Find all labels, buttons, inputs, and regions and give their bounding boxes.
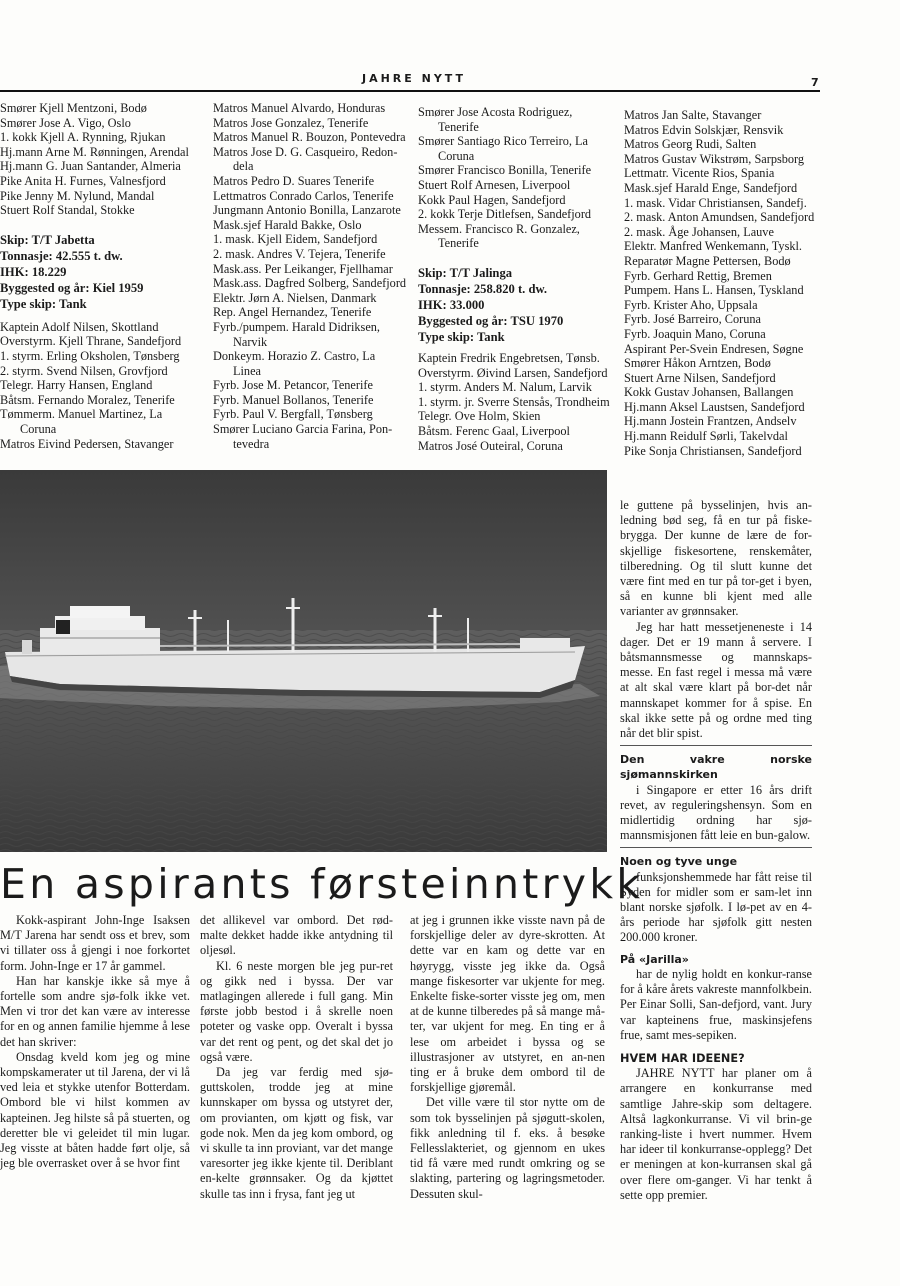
crew-line: Pumpem. Hans L. Hansen, Tyskland bbox=[624, 283, 804, 298]
crew-line: Mask.sjef Harald Enge, Sandefjord bbox=[624, 180, 798, 195]
ship-name: Skip: T/T Jalinga bbox=[418, 265, 513, 280]
crew-line: Fyrb. Jose M. Petancor, Tenerife bbox=[213, 378, 373, 393]
crew-line: Rep. Angel Hernandez, Tenerife bbox=[213, 305, 372, 320]
crew-line: Smører Jose A. Vigo, Oslo bbox=[0, 115, 131, 130]
crew-line: Hj.mann Aksel Laustsen, Sandefjord bbox=[624, 399, 805, 414]
notice-text: JAHRE NYTT har planer om å arrangere en konkurranse med samtlige Jahre-skip som deltagere. Altså lagkonkurranse. Vi vil brin-ge ranking-liste i hvert nummer. Hvem har ideer til konkurranse-opplegg? Det er meningen at kon-kurransen skal gå over flere om-ganger. Vi har tenkt å sette opp premier. bbox=[620, 1066, 812, 1202]
crew-line: 2. kokk Terje Ditlefsen, Sandefjord bbox=[418, 207, 592, 222]
article-paragraph: Jeg har hatt messetjeneneste i 14 dager. Det er 19 mann å servere. I båtsmannsmesse og mannskaps-messe. En fast regel i messa må være at alt skal være klart på bor-det når mannskapet kommer for å spise. En skal ikke sette på og ordne med ting når det blir spist. bbox=[620, 619, 812, 741]
crew-line: Matros Eivind Pedersen, Stavanger bbox=[0, 436, 174, 451]
crew-line: Kokk Gustav Johansen, Ballangen bbox=[624, 385, 794, 400]
crew-line: dela bbox=[233, 159, 254, 174]
crew-line: Smører Kjell Mentzoni, Bodø bbox=[0, 101, 147, 115]
crew-line: Matros Jan Salte, Stavanger bbox=[624, 108, 762, 122]
ship-built: Byggested og år: TSU 1970 bbox=[418, 313, 564, 328]
notice-title: På «Jarilla» bbox=[620, 952, 689, 966]
ship-tonnage: Tonnasje: 42.555 t. dw. bbox=[0, 248, 123, 263]
crew-line: Lettmatr. Vicente Rios, Spania bbox=[624, 166, 775, 181]
article-column-4 bbox=[620, 498, 812, 1203]
crew-column-2 bbox=[213, 101, 408, 451]
crew-line: 1. styrm. jr. Sverre Stensås, Trondheim bbox=[418, 394, 610, 409]
crew-line: Fyrb. Joaquin Mano, Coruna bbox=[624, 326, 766, 341]
tanker-photo bbox=[0, 470, 607, 852]
header-rule bbox=[0, 90, 820, 92]
crew-line: Båtsm. Ferenc Gaal, Liverpool bbox=[418, 423, 570, 438]
crew-line: Fyrb. Gerhard Rettig, Bremen bbox=[624, 268, 772, 283]
crew-line: Narvik bbox=[233, 334, 268, 349]
crew-line: Hj.mann Arne M. Rønningen, Arendal bbox=[0, 144, 189, 159]
crew-line: Smører Håkon Arntzen, Bodø bbox=[624, 356, 771, 371]
crew-line: Kaptein Adolf Nilsen, Skottland bbox=[0, 319, 159, 334]
crew-line: Coruna bbox=[20, 421, 57, 436]
page-header bbox=[0, 72, 820, 98]
crew-line: 1. styrm. Anders M. Nalum, Larvik bbox=[418, 380, 592, 395]
crew-line: Elektr. Manfred Wenkemann, Tyskl. bbox=[624, 239, 803, 254]
crew-line: Hj.mann G. Juan Santander, Almeria bbox=[0, 159, 181, 174]
crew-line: Matros Jose D. G. Casqueiro, Redon- bbox=[213, 144, 398, 159]
crew-line: Smører Jose Acosta Rodriguez, bbox=[418, 105, 573, 119]
notice-text: har de nylig holdt en konkur-ranse for å kåre årets vakreste mannfolkbein. Per Einar Solli, San-defjord, vant. Jury var kapteinens frue, maskinsjefens frue, samt mes-sepiken. bbox=[620, 966, 812, 1042]
notice-title: HVEM HAR IDEENE? bbox=[620, 1051, 745, 1065]
crew-line: 2. mask. Andres V. Tejera, Tenerife bbox=[213, 246, 386, 261]
crew-line: Smører Luciano Garcia Farina, Pon- bbox=[213, 422, 393, 437]
crew-column-1 bbox=[0, 101, 200, 451]
crew-line: Matros Georg Rudi, Salten bbox=[624, 137, 757, 152]
crew-line: Kokk Paul Hagen, Sandefjord bbox=[418, 192, 566, 207]
notice-title: Noen og tyve unge bbox=[620, 855, 738, 869]
crew-line: Stuert Rolf Arnesen, Liverpool bbox=[418, 177, 571, 192]
crew-line: 2. mask. Åge Johansen, Lauve bbox=[624, 224, 774, 239]
crew-line: Coruna bbox=[438, 148, 475, 163]
crew-line: 1. mask. Vidar Christiansen, Sandefj. bbox=[624, 195, 807, 210]
newsletter-title: JAHRE NYTT bbox=[362, 72, 467, 85]
crew-column-3 bbox=[418, 105, 618, 453]
crew-line: Mask.ass. Dagfred Solberg, Sandefjord bbox=[213, 276, 407, 291]
crew-line: Matros Gustav Wikstrøm, Sarpsborg bbox=[624, 151, 805, 166]
crew-line: Matros Pedro D. Suares Tenerife bbox=[213, 173, 375, 188]
crew-line: Smører Francisco Bonilla, Tenerife bbox=[418, 163, 592, 178]
crew-line: Tømmerm. Manuel Martinez, La bbox=[0, 407, 163, 422]
crew-line: tevedra bbox=[233, 436, 270, 451]
article-paragraph: Da jeg var ferdig med sjø-guttskolen, trodde jeg at mine kunnskaper om byssa og utstyret der, om provianten, om kjøtt og fisk, var gode nok. Men da jeg kom ombord, og vi skulle ta inn proviant, var det mange varesorter jeg ikke kjente til. Deriblant en-kelte grønnsaker. Og da kjøttet skulle tas inn i frysa, fant jeg ut bbox=[200, 1065, 393, 1201]
crew-line: Matros Manuel R. Bouzon, Pontevedra bbox=[213, 130, 406, 145]
crew-line: Telegr. Harry Hansen, England bbox=[0, 378, 153, 393]
crew-line: Jungmann Antonio Bonilla, Lanzarote bbox=[213, 203, 401, 218]
article-paragraph: det allikevel var ombord. Det rød-malte dekket hadde ikke antydning til oljesøl. bbox=[200, 913, 393, 958]
crew-line: Hj.mann Reidulf Sørli, Takelvdal bbox=[624, 429, 788, 444]
ship-built: Byggested og år: Kiel 1959 bbox=[0, 280, 144, 295]
article-headline: En aspirants førsteinntrykk bbox=[0, 860, 644, 908]
crew-line: Kaptein Fredrik Engebretsen, Tønsb. bbox=[418, 350, 600, 365]
ship-ihk: IHK: 33.000 bbox=[418, 297, 485, 312]
crew-line: Matros Jose Gonzalez, Tenerife bbox=[213, 115, 369, 130]
article-paragraph: Han har kanskje ikke så mye å fortelle som andre sjø-folk ikke vet. Men vi tror det kan være av interesse for en og annen familie hjemme å lese det han skriver: bbox=[0, 973, 190, 1049]
crew-line: Smører Santiago Rico Terreiro, La bbox=[418, 134, 588, 149]
crew-line: Fyrb./pumpem. Harald Didriksen, bbox=[213, 319, 381, 334]
crew-line: Telegr. Ove Holm, Skien bbox=[418, 409, 541, 424]
ship-name: Skip: T/T Jabetta bbox=[0, 232, 95, 247]
crew-line: Donkeym. Horazio Z. Castro, La bbox=[213, 349, 376, 364]
ship-tonnage: Tonnasje: 258.820 t. dw. bbox=[418, 281, 547, 296]
crew-line: Overstyrm. Øivind Larsen, Sandefjord bbox=[418, 365, 608, 380]
crew-line: Pike Jenny M. Nylund, Mandal bbox=[0, 188, 155, 203]
ship-ihk: IHK: 18.229 bbox=[0, 264, 67, 279]
crew-line: Fyrb. José Barreiro, Coruna bbox=[624, 312, 761, 327]
article-paragraph: Onsdag kveld kom jeg og mine kompskamerater ut til Jarena, der vi lå ved leia et stykke utenfor Botterdam. Ombord ble vi hilst kommen av kapteinen. Jeg hilste så på stuerten, og deretter ble vi geleidet til min lugar. Jeg visste at båten hadde ført olje, så jeg ble overrasket over å se hvor fint bbox=[0, 1049, 190, 1171]
crew-line: Pike Sonja Christiansen, Sandefjord bbox=[624, 443, 802, 458]
crew-line: Mask.sjef Harald Bakke, Oslo bbox=[213, 217, 362, 232]
crew-line: Matros Edvin Solskjær, Rensvik bbox=[624, 122, 784, 137]
article-column-2 bbox=[200, 913, 393, 1202]
crew-column-4 bbox=[624, 108, 824, 458]
crew-line: Reparatør Magne Pettersen, Bodø bbox=[624, 253, 791, 268]
crew-line: Tenerife bbox=[438, 119, 479, 134]
crew-line: Matros Manuel Alvardo, Honduras bbox=[213, 101, 386, 115]
crew-line: Båtsm. Fernando Moralez, Tenerife bbox=[0, 392, 175, 407]
notice-text: i Singapore er etter 16 års drift revet, av reguleringshensyn. Som en midlertidig ordning har sjø-mannsmisjonen fått leie en bun-galow. bbox=[620, 782, 812, 843]
section-divider bbox=[620, 847, 812, 848]
ship-type: Type skip: Tank bbox=[418, 329, 505, 344]
crew-line: Fyrb. Manuel Bollanos, Tenerife bbox=[213, 392, 374, 407]
crew-line: 1. kokk Kjell A. Rynning, Rjukan bbox=[0, 130, 166, 145]
article-paragraph: Kl. 6 neste morgen ble jeg pur-ret og gikk ned i byssa. Der var matlagingen allerede i full gang. Min første jobb bestod i å skrelle noen poteter og vaske opp. Overalt i byssa var det rent og pent, og det skal det jo også være. bbox=[200, 958, 393, 1064]
ship-type: Type skip: Tank bbox=[0, 296, 87, 311]
crew-line: 1. mask. Kjell Eidem, Sandefjord bbox=[213, 232, 378, 247]
crew-line: Fyrb. Paul V. Bergfall, Tønsberg bbox=[213, 407, 373, 422]
page-number: 7 bbox=[811, 76, 819, 89]
crew-line: 2. mask. Anton Amundsen, Sandefjord bbox=[624, 210, 815, 225]
crew-line: Elektr. Jørn A. Nielsen, Danmark bbox=[213, 290, 377, 305]
article-paragraph: Kokk-aspirant John-Inge Isaksen M/T Jarena har sendt oss et brev, som vi tillater oss å gjengi i noe forkortet form. John-Inge er 17 år gammel. bbox=[0, 913, 190, 973]
crew-line: Overstyrm. Kjell Thrane, Sandefjord bbox=[0, 334, 182, 349]
article-paragraph: le guttene på bysselinjen, hvis an-ledning bød seg, få en tur på fiske-brygga. Der kunne de lære de for-skjellige fiskesortene, renskemåter, tilberedning. Og til slutt kunne det være fint med en tur på tor-get i byen, så en kunne bli kjent med alle varianter av grønnsaker. bbox=[620, 498, 812, 619]
crew-line: Aspirant Per-Svein Endresen, Søgne bbox=[624, 341, 804, 356]
article-paragraph: at jeg i grunnen ikke visste navn på de forskjellige deler av dyre-skrotten. At dette var en kam og dette var en høyrygg, visste jeg ikke da. Også mange fiskesorter var ukjente for meg. Enkelte fiske-sorter visste jeg om, men at de kunne tilberedes på så mange må-ter, var ukjent for meg. En ting er å lese om arbeidet i byssa og se illustrasjoner av utstyret, en an-nen ting er å bruke dem ombord til de forskjellige gjøremål. bbox=[410, 913, 605, 1095]
crew-line: Stuert Arne Nilsen, Sandefjord bbox=[624, 370, 776, 385]
crew-line: Stuert Rolf Standal, Stokke bbox=[0, 203, 135, 218]
notice-title: Den vakre norske sjømannskirken bbox=[620, 753, 812, 782]
crew-line: Hj.mann Jostein Frantzen, Andselv bbox=[624, 414, 797, 429]
crew-line: 2. styrm. Svend Nilsen, Grovfjord bbox=[0, 363, 168, 378]
article-column-1 bbox=[0, 913, 190, 1171]
crew-line: Linea bbox=[233, 363, 261, 378]
crew-line: Messem. Francisco R. Gonzalez, bbox=[418, 221, 580, 236]
crew-line: Lettmatros Conrado Carlos, Tenerife bbox=[213, 188, 394, 203]
crew-line: Matros José Outeiral, Coruna bbox=[418, 438, 563, 453]
article-paragraph: Det ville være til stor nytte om de som tok bysselinjen på sjøgutt-skolen, fikk anledning til f. eks. å besøke Fellesslakteriet, og gjennom en ukes tid få være med rundt omkring og se slakting, partering og lagringsmetoder. Dessuten skul- bbox=[410, 1095, 605, 1201]
crew-line: 1. styrm. Erling Oksholen, Tønsberg bbox=[0, 348, 180, 363]
notice-text: funksjonshemmede har fått reise til Syden for midler som er sam-let inn blant norske sjøfolk. I lø-pet av en 4-års periode har sjøfolk gitt nesten 200.000 kroner. bbox=[620, 869, 812, 945]
article-column-3 bbox=[410, 913, 605, 1202]
section-divider bbox=[620, 745, 812, 746]
crew-line: Tenerife bbox=[438, 236, 479, 251]
crew-line: Fyrb. Krister Aho, Uppsala bbox=[624, 297, 758, 312]
crew-line: Pike Anita H. Furnes, Valnesfjord bbox=[0, 173, 166, 188]
crew-line: Mask.ass. Per Leikanger, Fjellhamar bbox=[213, 261, 393, 276]
